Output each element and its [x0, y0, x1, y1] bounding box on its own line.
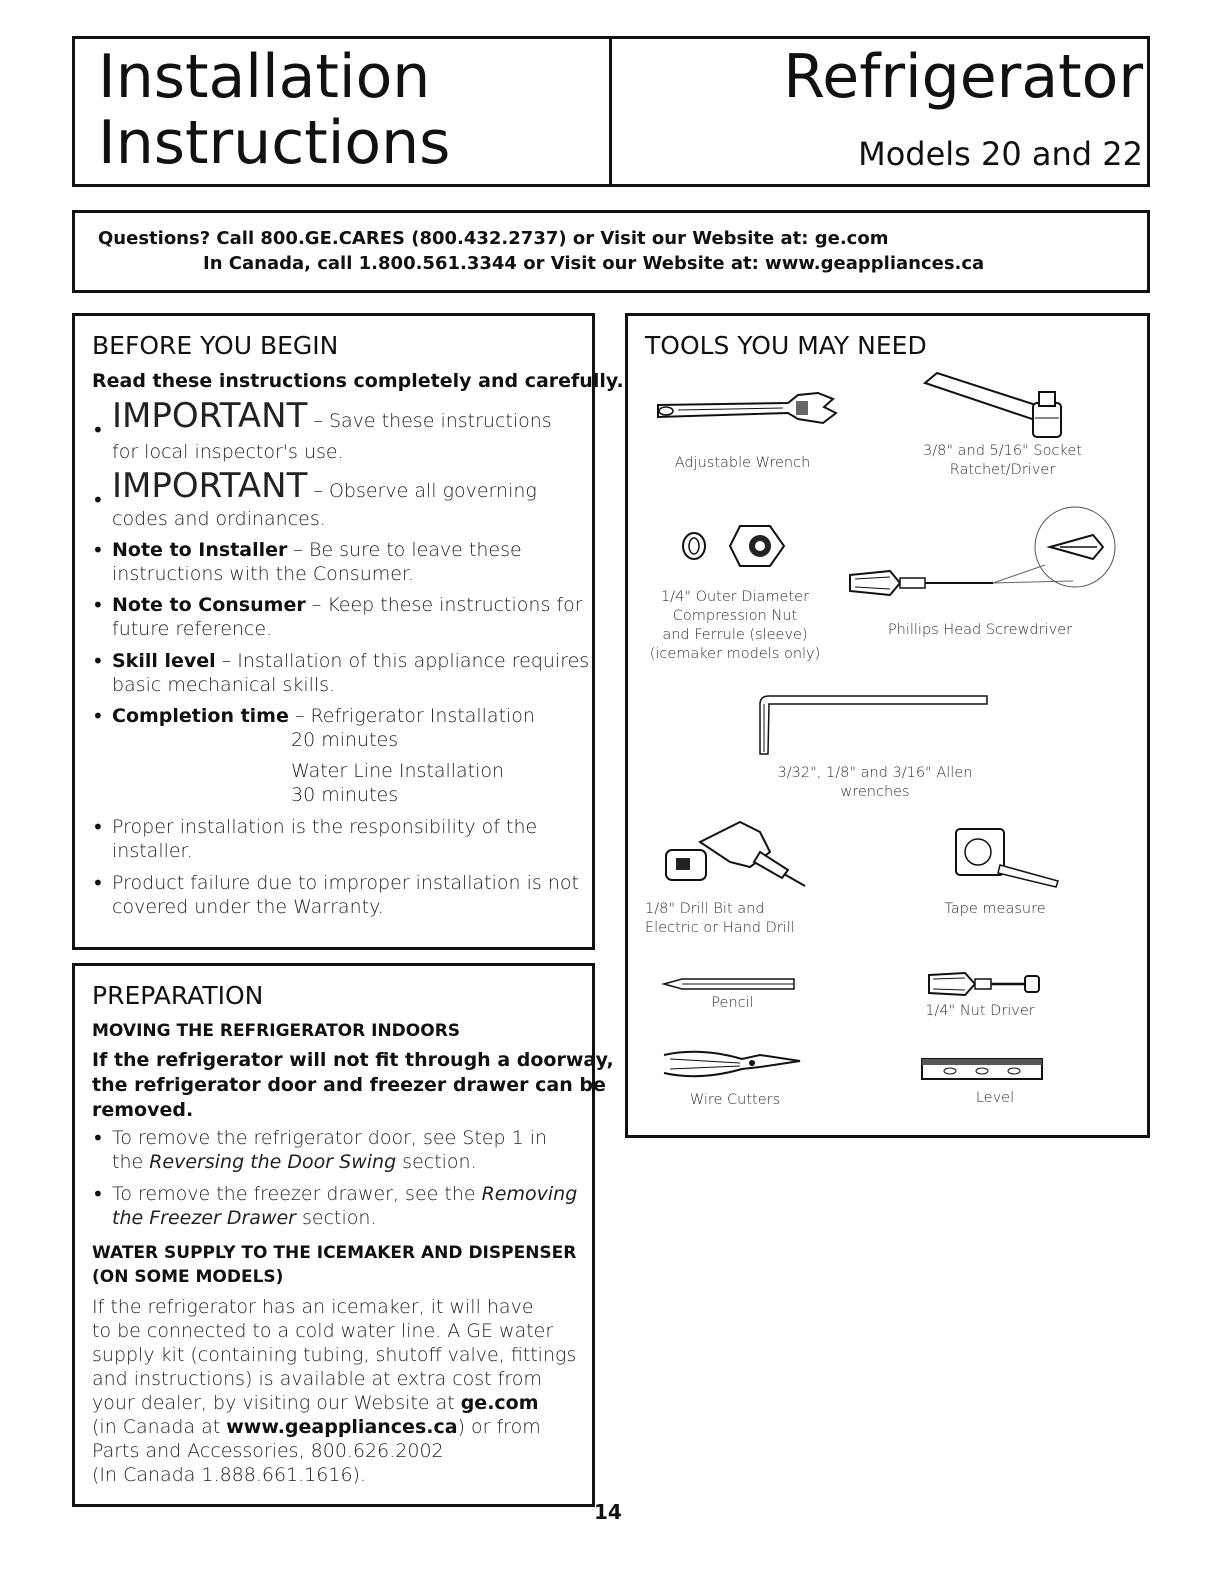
completion-water: Water Line Installation	[291, 760, 505, 782]
page-number: 14	[594, 1500, 622, 1524]
socket-label-line-2: Ratchet/Driver	[949, 462, 1056, 478]
wire-cutters-icon	[660, 1045, 810, 1085]
skill-cont: basic mechanical skills.	[112, 674, 336, 696]
bullet-dot: •	[92, 488, 104, 512]
phillips-screwdriver-icon	[845, 505, 1120, 610]
water-p3: supply kit (containing tubing, shutoff valve, fittings	[92, 1344, 577, 1366]
completion-time	[112, 704, 535, 728]
doorway-note-3: removed.	[92, 1099, 194, 1121]
tape-measure-label: Tape measure	[944, 901, 1046, 917]
allen-wrench-label	[760, 764, 990, 802]
important-label: IMPORTANT	[112, 466, 308, 506]
important-2-text: – Observe all governing	[307, 480, 537, 502]
drill-icon	[660, 812, 810, 892]
skill-level	[112, 649, 589, 673]
water-supply-subheading-1: WATER SUPPLY TO THE ICEMAKER AND DISPENSER	[92, 1243, 577, 1263]
product-name: Refrigerator	[783, 42, 1143, 112]
canada-website-link[interactable]: www.geappliances.ca	[226, 1416, 458, 1438]
important-1	[112, 396, 552, 436]
tape-measure-icon	[950, 825, 1065, 890]
section-reference: Removing	[481, 1183, 578, 1205]
bullet-dot: •	[92, 538, 104, 562]
text-fragment: section.	[396, 1151, 477, 1173]
models-label: Models 20 and 22	[858, 135, 1143, 173]
water-p6	[92, 1415, 541, 1439]
title-line-2: Instructions	[98, 108, 451, 178]
water-p4: and instructions) is available at extra cost from	[92, 1368, 542, 1390]
level-icon	[920, 1055, 1045, 1085]
preparation-heading: PREPARATION	[92, 981, 264, 1010]
water-p1: If the refrigerator has an icemaker, it will have	[92, 1296, 534, 1318]
text-fragment: ) or from	[457, 1416, 541, 1438]
pencil-icon	[660, 974, 800, 994]
important-1-cont: for local inspector's use.	[112, 441, 344, 463]
level-label: Level	[975, 1090, 1015, 1106]
contact-us: Questions? Call 800.GE.CARES (800.432.2737) or Visit our Website at: ge.com	[98, 228, 889, 249]
note-consumer-cont: future reference.	[112, 618, 273, 640]
doorway-note-2: the refrigerator door and freezer drawer can be	[92, 1074, 606, 1096]
note-installer-label: Note to Installer	[112, 539, 288, 561]
adjustable-wrench-label: Adjustable Wrench	[674, 455, 811, 471]
nut-label-line-2: Compression Nut	[672, 608, 798, 624]
section-reference: Reversing the Door Swing	[149, 1151, 397, 1173]
wire-cutters-label: Wire Cutters	[689, 1092, 781, 1108]
adjustable-wrench-icon	[648, 383, 843, 438]
note-consumer-label: Note to Consumer	[112, 594, 306, 616]
phillips-screwdriver-label: Phillips Head Screwdriver	[887, 622, 1073, 638]
water-p7: Parts and Accessories, 800.626.2002	[92, 1440, 444, 1462]
nut-driver-label: 1/4" Nut Driver	[925, 1003, 1035, 1019]
bullet-dot: •	[92, 649, 104, 673]
document-title	[98, 44, 450, 176]
nut-label-line-4: (icemaker models only)	[649, 646, 821, 662]
important-2-cont: codes and ordinances.	[112, 508, 326, 530]
text-fragment: To remove the freezer drawer, see the	[112, 1183, 482, 1205]
compression-nut-icon	[672, 518, 807, 573]
completion-label: Completion time	[112, 705, 289, 727]
allen-label-line-1: 3/32", 1/8" and 3/16" Allen	[777, 765, 973, 781]
bullet-dot: •	[92, 418, 104, 442]
water-p2: to be connected to a cold water line. A GE water	[92, 1320, 554, 1342]
nut-label-line-3: and Ferrule (sleeve)	[662, 627, 808, 643]
socket-label-line-1: 3/8" and 5/16" Socket	[923, 443, 1082, 459]
socket-ratchet-label	[905, 442, 1100, 480]
proper-installation-cont: installer.	[112, 840, 193, 862]
drill-label	[645, 900, 815, 938]
bullet-dot: •	[92, 815, 104, 839]
skill-text: – Installation of this appliance requires	[215, 650, 590, 672]
doorway-note-1: If the refrigerator will not fit through a doorway,	[92, 1049, 614, 1071]
remove-door-cont	[112, 1150, 477, 1174]
water-p8: (In Canada 1.888.661.1616).	[92, 1464, 366, 1486]
completion-minutes-2: 30 minutes	[291, 784, 399, 806]
drill-label-line-2: Electric or Hand Drill	[645, 920, 795, 936]
note-consumer-text: – Keep these instructions for	[305, 594, 583, 616]
note-consumer	[112, 593, 583, 617]
proper-installation: Proper installation is the responsibility of the	[112, 816, 538, 838]
remove-door: To remove the refrigerator door, see Step 1 in	[112, 1127, 548, 1149]
socket-ratchet-icon	[915, 368, 1085, 446]
product-failure: Product failure due to improper installation is not	[112, 872, 579, 894]
nut-driver-icon	[925, 970, 1045, 1000]
allen-label-line-2: wrenches	[840, 784, 910, 800]
before-intro: Read these instructions completely and carefully.	[92, 370, 624, 392]
compression-nut-label	[640, 588, 830, 664]
water-p5	[92, 1391, 539, 1415]
moving-subheading: MOVING THE REFRIGERATOR INDOORS	[92, 1021, 461, 1041]
text-fragment: (in Canada at	[92, 1416, 227, 1438]
bullet-dot: •	[92, 593, 104, 617]
water-supply-subheading-2: (ON SOME MODELS)	[92, 1267, 284, 1287]
allen-wrench-icon	[755, 692, 995, 757]
note-installer-cont: instructions with the Consumer.	[112, 563, 415, 585]
contact-canada: In Canada, call 1.800.561.3344 or Visit our Website at: www.geappliances.ca	[203, 253, 985, 274]
text-fragment: section.	[295, 1207, 377, 1229]
tools-heading: TOOLS YOU MAY NEED	[645, 331, 927, 360]
text-fragment: the	[112, 1151, 150, 1173]
important-label: IMPORTANT	[112, 396, 308, 436]
nut-label-line-1: 1/4" Outer Diameter	[660, 589, 810, 605]
bullet-dot: •	[92, 704, 104, 728]
title-line-1: Installation	[98, 42, 431, 112]
important-1-text: – Save these instructions	[307, 410, 552, 432]
bullet-dot: •	[92, 1126, 104, 1150]
important-2	[112, 466, 537, 506]
bullet-dot: •	[92, 1182, 104, 1206]
text-fragment: your dealer, by visiting our Website at	[92, 1392, 461, 1414]
remove-drawer-cont	[112, 1206, 377, 1230]
remove-drawer	[112, 1182, 577, 1206]
section-reference: the Freezer Drawer	[112, 1207, 296, 1229]
pencil-label: Pencil	[711, 995, 754, 1011]
note-installer-text: – Be sure to leave these	[287, 539, 522, 561]
skill-label: Skill level	[112, 650, 216, 672]
before-heading: BEFORE YOU BEGIN	[92, 331, 339, 360]
completion-text: – Refrigerator Installation	[288, 705, 535, 727]
product-failure-cont: covered under the Warranty.	[112, 896, 384, 918]
completion-minutes-1: 20 minutes	[291, 729, 399, 751]
drill-label-line-1: 1/8" Drill Bit and	[645, 901, 765, 917]
note-installer	[112, 538, 522, 562]
bullet-dot: •	[92, 871, 104, 895]
ge-website-link[interactable]: ge.com	[460, 1392, 539, 1414]
